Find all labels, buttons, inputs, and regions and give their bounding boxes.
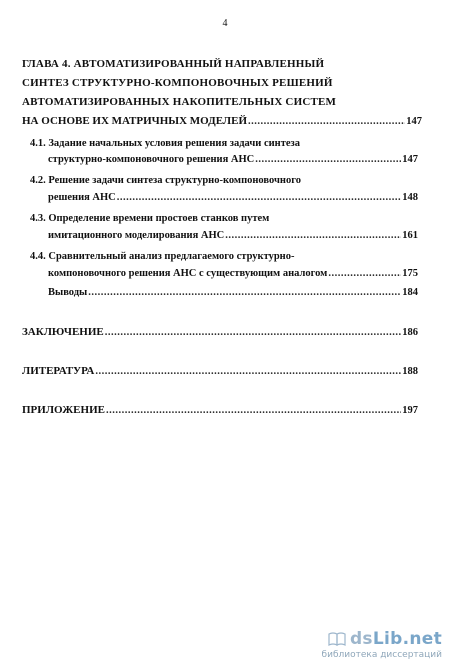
leader-dots [105, 326, 402, 340]
section-title-cont: Выводы [48, 287, 88, 298]
leader-dots [328, 267, 401, 281]
page-ref: 148 [402, 192, 418, 203]
chapter-entry-row [22, 114, 422, 129]
toc-entry-row [22, 325, 418, 340]
section-title-cont: решения АНС [48, 192, 116, 203]
chapter-title-line: СИНТЕЗ СТРУКТУРНО-КОМПОНОВОЧНЫХ РЕШЕНИЙ [22, 77, 333, 89]
page-number: 4 [222, 18, 228, 29]
back-matter-title: ЛИТЕРАТУРА [22, 365, 95, 377]
toc-entry-row [48, 191, 418, 205]
section-title: 4.3. Определение времени простоев станков путем [30, 213, 270, 224]
toc-entry-row [22, 403, 418, 418]
leader-dots [88, 286, 401, 300]
back-matter-title: ЗАКЛЮЧЕНИЕ [22, 326, 104, 338]
leader-dots [95, 365, 401, 379]
page-ref: 147 [406, 116, 422, 127]
leader-dots [106, 404, 401, 418]
leader-dots [117, 191, 401, 205]
watermark-logo [322, 629, 442, 649]
section-title: 4.1. Задание начальных условия решения задачи синтеза [30, 138, 301, 149]
page-ref: 161 [402, 230, 418, 241]
section-title-cont: структурно-компоновочного решения АНС [48, 154, 255, 165]
page-ref: 175 [402, 268, 418, 279]
book-icon [328, 632, 346, 646]
page-ref: 197 [402, 405, 418, 416]
page-ref: 184 [402, 287, 418, 298]
toc-entry-row [48, 229, 418, 243]
page-ref: 186 [402, 327, 418, 338]
section-title: 4.4. Сравнительный анализ предлагаемого структурно- [30, 251, 295, 262]
chapter-title-line: ГЛАВА 4. АВТОМАТИЗИРОВАННЫЙ НАПРАВЛЕННЫЙ [22, 58, 325, 70]
section-title-cont: компоновочного решения АНС с существующим аналогом [48, 268, 328, 279]
watermark-name: dsLib.net [349, 629, 442, 649]
chapter-title-line: НА ОСНОВЕ ИХ МАТРИЧНЫХ МОДЕЛЕЙ [22, 115, 248, 127]
page-ref: 188 [402, 366, 418, 377]
toc-entry-row [48, 286, 418, 300]
back-matter-title: ПРИЛОЖЕНИЕ [22, 404, 105, 416]
section-title-cont: имитационного моделирования АНС [48, 230, 225, 241]
toc-entry-row [48, 153, 418, 167]
leader-dots [255, 153, 401, 167]
page-ref: 147 [402, 154, 418, 165]
chapter-title-line: АВТОМАТИЗИРОВАННЫХ НАКОПИТЕЛЬНЫХ СИСТЕМ [22, 96, 337, 108]
toc-entry-row [48, 267, 418, 281]
toc-entry-row [22, 364, 418, 379]
section-title: 4.2. Решение задачи синтеза структурно-компоновочного [30, 175, 301, 186]
leader-dots [225, 229, 401, 243]
watermark [322, 629, 442, 660]
leader-dots [248, 115, 405, 129]
watermark-caption: библиотека диссертаций [321, 650, 442, 660]
